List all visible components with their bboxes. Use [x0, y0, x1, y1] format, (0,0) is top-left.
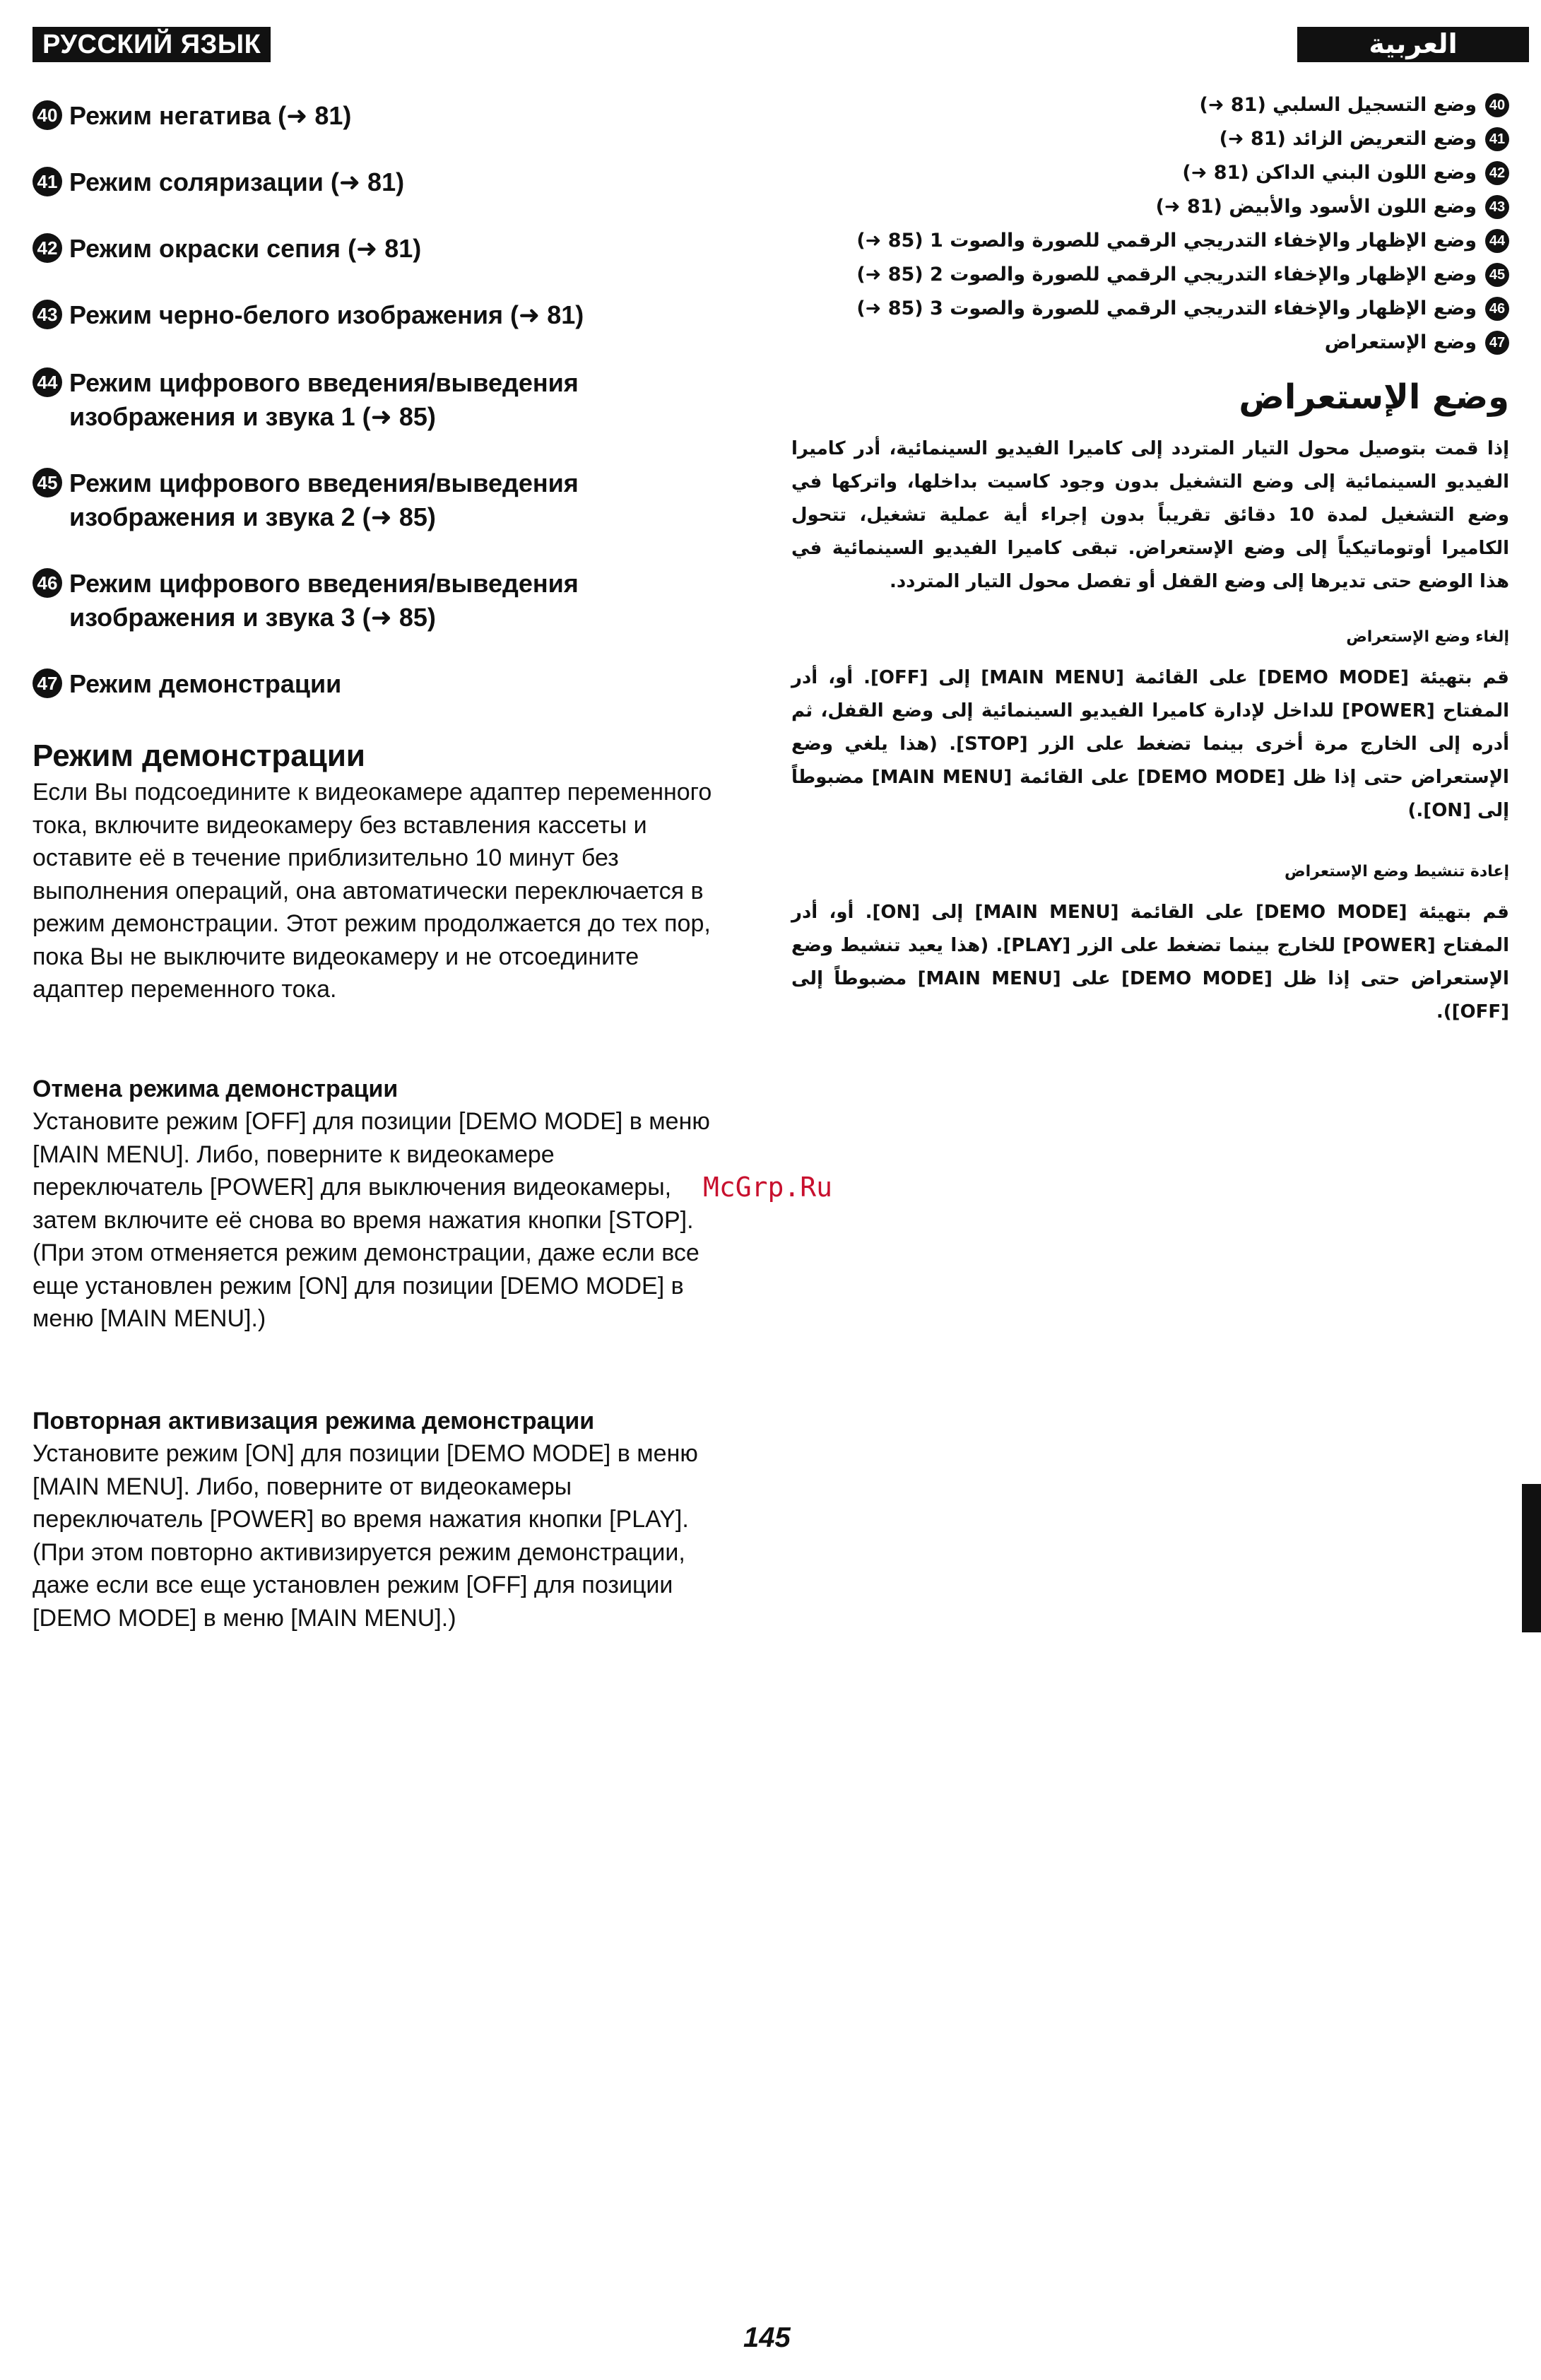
number-badge: 44	[33, 367, 62, 397]
mode-label: Режим черно-белого изображения (➜ 81)	[69, 300, 584, 329]
number-badge: 41	[1485, 127, 1509, 151]
number-badge: 42	[1485, 161, 1509, 185]
mode-label: Режим цифрового введения/выведения изображения и звука 2 (➜ 85)	[69, 469, 579, 531]
number-badge: 43	[33, 300, 62, 329]
cancel-demo-heading: Отмена режима демонстрации	[33, 1076, 398, 1102]
mode-label: Режим окраски сепия (➜ 81)	[69, 234, 422, 263]
ar-mode-item-47	[1325, 326, 1509, 359]
demo-mode-heading: Режим демонстрации	[33, 738, 365, 773]
mode-label: وضع الإظهار والإخفاء التدريجي الرقمي للصورة والصوت 1 (85 ➜)	[856, 230, 1477, 252]
ar-mode-item-42	[1182, 157, 1509, 189]
mode-item-41	[33, 165, 404, 199]
mode-label: Режим негатива (➜ 81)	[69, 101, 352, 130]
mode-item-47	[33, 667, 341, 701]
ar-reactivate-demo-heading: إعادة تنشيط وضع الإستعراض	[1285, 863, 1509, 880]
ar-mode-item-40	[1199, 89, 1509, 122]
ar-mode-item-44	[856, 225, 1509, 257]
mode-item-44	[33, 366, 579, 434]
number-badge: 46	[33, 568, 62, 598]
demo-mode-text: Если Вы подсоедините к видеокамере адаптер переменного тока, включите видеокамеру без вставления кассеты и оставите её в течение приблизительно 10 минут без выполнения операций, она автоматически переключается в режим демонстрации. Этот режим продолжается до тех пор, пока Вы не выключите видеокамеру и не отсоедините адаптер переменного тока.	[33, 779, 712, 1003]
mode-label: Режим демонстрации	[69, 669, 342, 698]
ar-mode-item-43	[1156, 191, 1509, 223]
mode-label: وضع الإظهار والإخفاء التدريجي الرقمي للصورة والصوت 2 (85 ➜)	[856, 264, 1477, 285]
number-badge: 43	[1485, 195, 1509, 219]
ar-cancel-demo-text: قم بتهيئة [DEMO MODE] على القائمة [MAIN MENU] إلى [OFF]. أو، أدر المفتاح [POWER] للداخل لإدارة كاميرا الفيديو السينمائية إلى وضع القفل، ثم أدره إلى الخارج مرة أخرى بينما تضغط على الزر [STOP]. (هذا يلغي وضع الإستعراض حتى إذا ظل [DEMO MODE] على القائمة [MAIN MENU] مضبوطاً إلى [ON].)	[791, 667, 1509, 821]
mode-item-40	[33, 99, 351, 133]
number-badge: 40	[33, 100, 62, 130]
mode-label: وضع الإستعراض	[1324, 331, 1477, 353]
mode-label: وضع اللون الأسود والأبيض (81 ➜)	[1155, 196, 1477, 218]
number-badge: 45	[1485, 263, 1509, 287]
number-badge: 47	[33, 668, 62, 698]
number-badge: 41	[33, 167, 62, 196]
mode-label: Режим цифрового введения/выведения изображения и звука 3 (➜ 85)	[69, 569, 579, 632]
ar-demo-mode-heading: وضع الإستعراض	[1239, 377, 1509, 417]
number-badge: 44	[1485, 229, 1509, 253]
mode-item-42	[33, 232, 421, 266]
number-badge: 46	[1485, 297, 1509, 321]
mode-label: وضع الإظهار والإخفاء التدريجي الرقمي للصورة والصوت 3 (85 ➜)	[856, 298, 1477, 319]
number-badge: 45	[33, 468, 62, 497]
mode-item-46	[33, 567, 579, 635]
mode-item-43	[33, 298, 584, 332]
mode-label: Режим соляризации (➜ 81)	[69, 167, 405, 196]
mode-item-45	[33, 466, 579, 534]
ar-reactivate-demo-text: قم بتهيئة [DEMO MODE] على القائمة [MAIN MENU] إلى [ON]. أو، أدر المفتاح [POWER] للخارج بينما تضغط على الزر [PLAY]. (هذا يعيد تنشيط وضع الإستعراض حتى إذا ظل [DEMO MODE] على [MAIN MENU] مضبوطاً إلى [OFF]).	[791, 902, 1509, 1023]
number-badge: 47	[1485, 331, 1509, 355]
number-badge: 40	[1485, 93, 1509, 117]
ar-mode-item-41	[1220, 123, 1509, 155]
cancel-demo-text: Установите режим [OFF] для позиции [DEMO MODE] в меню [MAIN MENU]. Либо, поверните к видеокамере переключатель [POWER] для выключения видеокамеры, затем включите её снова во время нажатия кнопки [STOP]. (При этом отменяется режим демонстрации, даже если все еще установлен режим [ON] для позиции [DEMO MODE] в меню [MAIN MENU].)	[33, 1108, 710, 1332]
ar-mode-item-45	[856, 259, 1509, 291]
mode-label: وضع التسجيل السلبي (81 ➜)	[1199, 94, 1477, 116]
number-badge: 42	[33, 233, 62, 263]
russian-language-tab: РУССКИЙ ЯЗЫК	[33, 27, 271, 62]
page-number: 145	[743, 2322, 791, 2353]
arabic-language-tab: العربية	[1297, 27, 1529, 62]
mode-label: وضع التعريض الزائد (81 ➜)	[1219, 128, 1477, 150]
reactivate-demo-heading: Повторная активизация режима демонстрации	[33, 1408, 595, 1435]
ar-demo-mode-text: إذا قمت بتوصيل محول التيار المتردد إلى كاميرا الفيديو السينمائية، أدر كاميرا الفيديو السينمائية إلى وضع التشغيل بدون وجود كاسيت بداخلها، واتركها في وضع التشغيل لمدة 10 دقائق تقريباً بدون إجراء أية عملية تشغيل، تتحول الكاميرا أوتوماتيكياً إلى وضع الإستعراض. تبقى كاميرا الفيديو السينمائية في هذا الوضع حتى تديرها إلى وضع القفل أو تفصل محول التيار المتردد.	[791, 438, 1509, 592]
mode-label: وضع اللون البني الداكن (81 ➜)	[1182, 162, 1477, 184]
watermark-link[interactable]: McGrp.Ru	[703, 1172, 833, 1203]
reactivate-demo-text: Установите режим [ON] для позиции [DEMO MODE] в меню [MAIN MENU]. Либо, поверните от видеокамеры переключатель [POWER] во время нажатия кнопки [PLAY]. (При этом повторно активизируется режим демонстрации, даже если все еще установлен режим [OFF] для позиции [DEMO MODE] в меню [MAIN MENU].)	[33, 1440, 698, 1632]
section-edge-tab	[1522, 1484, 1541, 1632]
mode-label: Режим цифрового введения/выведения изображения и звука 1 (➜ 85)	[69, 368, 579, 431]
ar-cancel-demo-heading: إلغاء وضع الإستعراض	[1346, 628, 1509, 646]
ar-mode-item-46	[856, 293, 1509, 325]
